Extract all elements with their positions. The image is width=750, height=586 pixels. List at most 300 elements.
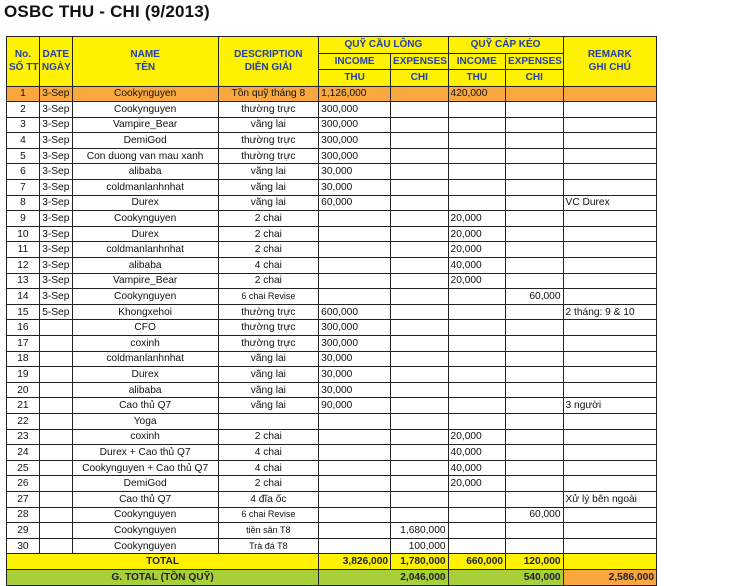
row-no: 21 — [7, 398, 40, 414]
table-row — [7, 413, 657, 429]
row-tug-expenses — [506, 429, 564, 445]
row-description: thường trực — [218, 148, 319, 164]
row-tug-expenses: 60,000 — [506, 507, 564, 523]
total-badminton-income: 3,826,000 — [319, 554, 391, 570]
row-tug-income — [448, 289, 506, 305]
table-row — [7, 102, 657, 118]
row-remark — [563, 86, 656, 102]
header-badminton-income-vi: THU — [319, 70, 391, 87]
row-badminton-expenses — [391, 195, 449, 211]
row-remark — [563, 538, 656, 554]
row-badminton-expenses — [391, 320, 449, 336]
row-badminton-income — [319, 258, 391, 274]
row-tug-income — [448, 367, 506, 383]
row-tug-expenses — [506, 304, 564, 320]
row-badminton-expenses — [391, 226, 449, 242]
grand-total-overall: 2,586,000 — [563, 569, 656, 585]
row-no: 3 — [7, 117, 40, 133]
row-badminton-income — [319, 211, 391, 227]
row-description: 2 chai — [218, 226, 319, 242]
row-no: 16 — [7, 320, 40, 336]
row-remark — [563, 476, 656, 492]
table-row — [7, 367, 657, 383]
row-no: 5 — [7, 148, 40, 164]
row-no: 30 — [7, 538, 40, 554]
row-tug-income — [448, 523, 506, 539]
row-no: 26 — [7, 476, 40, 492]
row-remark — [563, 164, 656, 180]
row-no: 1 — [7, 86, 40, 102]
row-tug-income — [448, 320, 506, 336]
row-remark — [563, 226, 656, 242]
row-tug-expenses — [506, 164, 564, 180]
row-badminton-expenses — [391, 211, 449, 227]
row-tug-expenses — [506, 336, 564, 352]
row-tug-income — [448, 117, 506, 133]
row-name: Cookynguyen — [72, 507, 218, 523]
row-remark — [563, 289, 656, 305]
row-badminton-income — [319, 491, 391, 507]
row-date: 3-Sep — [39, 226, 72, 242]
header-tug-expenses: EXPENSES — [506, 53, 564, 70]
row-name: Durex + Cao thủ Q7 — [72, 445, 218, 461]
row-badminton-income — [319, 460, 391, 476]
row-badminton-expenses — [391, 258, 449, 274]
row-badminton-income — [319, 445, 391, 461]
header-tug-expenses-vi: CHI — [506, 70, 564, 87]
table-row — [7, 320, 657, 336]
header-remark: REMARK GHI CHÚ — [563, 37, 656, 87]
row-description: thường trực — [218, 304, 319, 320]
row-description: vãng lai — [218, 164, 319, 180]
row-date — [39, 336, 72, 352]
row-name: Cookynguyen — [72, 102, 218, 118]
row-name: Yoga — [72, 413, 218, 429]
table-row — [7, 476, 657, 492]
header-badminton-income: INCOME — [319, 53, 391, 70]
table-row — [7, 523, 657, 539]
row-no: 23 — [7, 429, 40, 445]
grand-total-badminton: 2,046,000 — [319, 569, 448, 585]
row-badminton-expenses — [391, 445, 449, 461]
row-description: 4 chai — [218, 445, 319, 461]
row-badminton-income: 300,000 — [319, 117, 391, 133]
row-tug-expenses — [506, 117, 564, 133]
row-name: alibaba — [72, 382, 218, 398]
row-tug-expenses: 60,000 — [506, 289, 564, 305]
row-name: Con duong van mau xanh — [72, 148, 218, 164]
row-remark — [563, 180, 656, 196]
row-description: 4 chai — [218, 460, 319, 476]
table-row — [7, 538, 657, 554]
row-tug-expenses — [506, 367, 564, 383]
row-tug-income — [448, 413, 506, 429]
row-tug-income — [448, 336, 506, 352]
row-date — [39, 523, 72, 539]
row-badminton-income — [319, 476, 391, 492]
row-date: 3-Sep — [39, 211, 72, 227]
row-badminton-income: 90,000 — [319, 398, 391, 414]
row-tug-income — [448, 304, 506, 320]
row-badminton-income: 300,000 — [319, 133, 391, 149]
row-remark: Xử lý bên ngoài — [563, 491, 656, 507]
row-tug-income — [448, 398, 506, 414]
row-name: coxinh — [72, 429, 218, 445]
table-row — [7, 133, 657, 149]
row-date — [39, 460, 72, 476]
table-row — [7, 148, 657, 164]
row-tug-income — [448, 148, 506, 164]
header-tug-income: INCOME — [448, 53, 506, 70]
table-row — [7, 460, 657, 476]
row-badminton-income — [319, 507, 391, 523]
row-tug-expenses — [506, 538, 564, 554]
row-no: 24 — [7, 445, 40, 461]
row-name: Vampire_Bear — [72, 273, 218, 289]
row-remark: VC Durex — [563, 195, 656, 211]
table-row — [7, 195, 657, 211]
row-date: 3-Sep — [39, 273, 72, 289]
row-tug-income — [448, 491, 506, 507]
row-badminton-expenses — [391, 133, 449, 149]
row-tug-income — [448, 538, 506, 554]
header-badminton-expenses-vi: CHI — [391, 70, 449, 87]
table-row — [7, 258, 657, 274]
row-no: 9 — [7, 211, 40, 227]
row-tug-income: 20,000 — [448, 273, 506, 289]
row-badminton-expenses — [391, 304, 449, 320]
row-tug-income: 40,000 — [448, 460, 506, 476]
row-tug-expenses — [506, 102, 564, 118]
row-no: 13 — [7, 273, 40, 289]
table-row — [7, 273, 657, 289]
row-tug-expenses — [506, 226, 564, 242]
row-badminton-expenses — [391, 180, 449, 196]
table-row — [7, 351, 657, 367]
row-tug-expenses — [506, 413, 564, 429]
row-tug-income — [448, 382, 506, 398]
table-row — [7, 398, 657, 414]
row-badminton-expenses — [391, 507, 449, 523]
total-badminton-expenses: 1,780,000 — [391, 554, 449, 570]
grand-total-row — [7, 569, 657, 585]
row-name: Cookynguyen — [72, 523, 218, 539]
row-badminton-income: 30,000 — [319, 180, 391, 196]
row-tug-expenses — [506, 476, 564, 492]
row-no: 29 — [7, 523, 40, 539]
row-name: Khongxehoi — [72, 304, 218, 320]
row-description: Trà đá T8 — [218, 538, 319, 554]
header-date: DATE NGÀY — [39, 37, 72, 87]
total-remark — [563, 554, 656, 570]
row-badminton-expenses — [391, 367, 449, 383]
row-tug-expenses — [506, 491, 564, 507]
row-remark — [563, 242, 656, 258]
row-remark — [563, 336, 656, 352]
row-tug-income — [448, 351, 506, 367]
row-no: 4 — [7, 133, 40, 149]
row-description: 2 chai — [218, 273, 319, 289]
row-name: Vampire_Bear — [72, 117, 218, 133]
row-no: 12 — [7, 258, 40, 274]
row-date: 3-Sep — [39, 102, 72, 118]
row-badminton-income — [319, 538, 391, 554]
ledger-table — [6, 36, 657, 586]
header-group-tug: QUỸ CÁP KÉO — [448, 37, 563, 54]
row-badminton-income: 300,000 — [319, 320, 391, 336]
row-date — [39, 351, 72, 367]
row-description: vãng lai — [218, 351, 319, 367]
row-description: vãng lai — [218, 398, 319, 414]
table-row — [7, 336, 657, 352]
row-date — [39, 367, 72, 383]
row-tug-income: 20,000 — [448, 429, 506, 445]
row-remark — [563, 273, 656, 289]
row-date: 3-Sep — [39, 258, 72, 274]
row-date: 3-Sep — [39, 195, 72, 211]
row-badminton-income — [319, 413, 391, 429]
table-row — [7, 226, 657, 242]
row-badminton-income: 60,000 — [319, 195, 391, 211]
row-badminton-expenses — [391, 382, 449, 398]
row-date — [39, 491, 72, 507]
row-name: Cookynguyen — [72, 211, 218, 227]
row-date: 5-Sep — [39, 304, 72, 320]
row-no: 10 — [7, 226, 40, 242]
row-date: 3-Sep — [39, 148, 72, 164]
row-tug-income — [448, 164, 506, 180]
row-remark — [563, 507, 656, 523]
row-tug-expenses — [506, 273, 564, 289]
row-tug-income — [448, 102, 506, 118]
row-date — [39, 507, 72, 523]
row-badminton-expenses — [391, 429, 449, 445]
row-date — [39, 398, 72, 414]
table-row — [7, 304, 657, 320]
row-description: vãng lai — [218, 195, 319, 211]
row-badminton-income — [319, 523, 391, 539]
row-badminton-expenses — [391, 117, 449, 133]
table-row — [7, 491, 657, 507]
table-row — [7, 507, 657, 523]
row-date — [39, 320, 72, 336]
row-tug-expenses — [506, 133, 564, 149]
table-row — [7, 180, 657, 196]
row-tug-expenses — [506, 382, 564, 398]
row-remark — [563, 148, 656, 164]
row-date — [39, 429, 72, 445]
row-description: thường trực — [218, 102, 319, 118]
row-name: Durex — [72, 367, 218, 383]
row-description: 4 chai — [218, 258, 319, 274]
row-no: 18 — [7, 351, 40, 367]
total-tug-expenses: 120,000 — [506, 554, 564, 570]
row-remark — [563, 460, 656, 476]
row-no: 22 — [7, 413, 40, 429]
row-badminton-expenses — [391, 351, 449, 367]
row-no: 27 — [7, 491, 40, 507]
header-description: DESCRIPTION DIỄN GIẢI — [218, 37, 319, 87]
row-name: coldmanlanhnhat — [72, 180, 218, 196]
row-badminton-expenses — [391, 413, 449, 429]
row-tug-income: 40,000 — [448, 445, 506, 461]
grand-total-tug: 540,000 — [448, 569, 563, 585]
row-badminton-expenses: 100,000 — [391, 538, 449, 554]
row-badminton-expenses — [391, 86, 449, 102]
row-badminton-expenses — [391, 491, 449, 507]
row-name: DemiGod — [72, 476, 218, 492]
row-name: Cookynguyen — [72, 86, 218, 102]
grand-total-label: G. TOTAL (TỒN QUỸ) — [7, 569, 319, 585]
row-badminton-expenses: 1,680,000 — [391, 523, 449, 539]
total-tug-income: 660,000 — [448, 554, 506, 570]
row-date — [39, 413, 72, 429]
row-badminton-income: 300,000 — [319, 336, 391, 352]
row-badminton-expenses — [391, 164, 449, 180]
row-tug-expenses — [506, 195, 564, 211]
row-no: 8 — [7, 195, 40, 211]
row-tug-expenses — [506, 351, 564, 367]
row-name: Cao thủ Q7 — [72, 491, 218, 507]
ledger-body — [7, 86, 657, 554]
row-name: DemiGod — [72, 133, 218, 149]
row-remark — [563, 117, 656, 133]
row-tug-expenses — [506, 211, 564, 227]
row-no: 11 — [7, 242, 40, 258]
row-badminton-income — [319, 226, 391, 242]
row-badminton-income: 600,000 — [319, 304, 391, 320]
row-badminton-expenses — [391, 289, 449, 305]
row-tug-expenses — [506, 320, 564, 336]
row-no: 19 — [7, 367, 40, 383]
row-date — [39, 445, 72, 461]
row-description: thường trực — [218, 336, 319, 352]
row-description: tiền sân T8 — [218, 523, 319, 539]
row-no: 15 — [7, 304, 40, 320]
row-name: coldmanlanhnhat — [72, 351, 218, 367]
row-description: thường trực — [218, 133, 319, 149]
row-description: thường trực — [218, 320, 319, 336]
table-row — [7, 86, 657, 102]
row-tug-income: 20,000 — [448, 226, 506, 242]
row-remark — [563, 258, 656, 274]
row-remark — [563, 320, 656, 336]
row-name: Durex — [72, 226, 218, 242]
table-row — [7, 164, 657, 180]
row-badminton-income: 1,126,000 — [319, 86, 391, 102]
row-name: coldmanlanhnhat — [72, 242, 218, 258]
row-tug-income — [448, 507, 506, 523]
row-date: 3-Sep — [39, 289, 72, 305]
row-description: 6 chai Revise — [218, 507, 319, 523]
row-tug-income — [448, 133, 506, 149]
row-badminton-income: 300,000 — [319, 148, 391, 164]
row-badminton-expenses — [391, 398, 449, 414]
row-badminton-expenses — [391, 460, 449, 476]
row-name: CFO — [72, 320, 218, 336]
row-remark — [563, 102, 656, 118]
row-date — [39, 382, 72, 398]
row-badminton-income — [319, 429, 391, 445]
table-row — [7, 289, 657, 305]
row-no: 14 — [7, 289, 40, 305]
row-badminton-income — [319, 273, 391, 289]
row-description — [218, 413, 319, 429]
row-no: 28 — [7, 507, 40, 523]
row-remark: 3 người — [563, 398, 656, 414]
row-description: 4 đĩa ốc — [218, 491, 319, 507]
row-badminton-income: 30,000 — [319, 367, 391, 383]
row-badminton-expenses — [391, 336, 449, 352]
table-row — [7, 242, 657, 258]
row-name: Cao thủ Q7 — [72, 398, 218, 414]
row-date — [39, 538, 72, 554]
table-row — [7, 382, 657, 398]
row-date — [39, 476, 72, 492]
row-name: alibaba — [72, 258, 218, 274]
row-description: 2 chai — [218, 211, 319, 227]
row-description: 2 chai — [218, 476, 319, 492]
row-tug-expenses — [506, 148, 564, 164]
row-name: Cookynguyen — [72, 538, 218, 554]
row-badminton-income — [319, 242, 391, 258]
row-no: 7 — [7, 180, 40, 196]
row-tug-income: 20,000 — [448, 242, 506, 258]
row-date: 3-Sep — [39, 133, 72, 149]
row-tug-expenses — [506, 523, 564, 539]
row-remark — [563, 351, 656, 367]
row-remark — [563, 211, 656, 227]
row-date: 3-Sep — [39, 180, 72, 196]
row-remark — [563, 523, 656, 539]
row-remark — [563, 445, 656, 461]
row-description: vãng lai — [218, 180, 319, 196]
row-tug-income: 20,000 — [448, 476, 506, 492]
row-tug-income — [448, 180, 506, 196]
row-badminton-expenses — [391, 242, 449, 258]
row-description: vãng lai — [218, 117, 319, 133]
header-group-badminton: QUỸ CẦU LÔNG — [319, 37, 448, 54]
table-row — [7, 445, 657, 461]
row-badminton-expenses — [391, 102, 449, 118]
row-date: 3-Sep — [39, 117, 72, 133]
row-no: 20 — [7, 382, 40, 398]
row-tug-expenses — [506, 460, 564, 476]
row-badminton-expenses — [391, 273, 449, 289]
row-name: Cookynguyen + Cao thủ Q7 — [72, 460, 218, 476]
page-title: OSBC THU - CHI (9/2013) — [4, 2, 210, 21]
row-no: 6 — [7, 164, 40, 180]
row-description: vãng lai — [218, 382, 319, 398]
row-remark — [563, 413, 656, 429]
row-date: 3-Sep — [39, 86, 72, 102]
row-badminton-expenses — [391, 148, 449, 164]
header-no: No. SỐ TT — [7, 37, 40, 87]
row-no: 25 — [7, 460, 40, 476]
row-no: 2 — [7, 102, 40, 118]
row-remark — [563, 382, 656, 398]
row-tug-income: 20,000 — [448, 211, 506, 227]
header-badminton-expenses: EXPENSES — [391, 53, 449, 70]
total-label: TOTAL — [7, 554, 319, 570]
row-badminton-expenses — [391, 476, 449, 492]
row-tug-expenses — [506, 398, 564, 414]
row-name: Durex — [72, 195, 218, 211]
row-description: 6 chai Revise — [218, 289, 319, 305]
row-badminton-income: 30,000 — [319, 382, 391, 398]
total-row — [7, 554, 657, 570]
row-description: 2 chai — [218, 429, 319, 445]
